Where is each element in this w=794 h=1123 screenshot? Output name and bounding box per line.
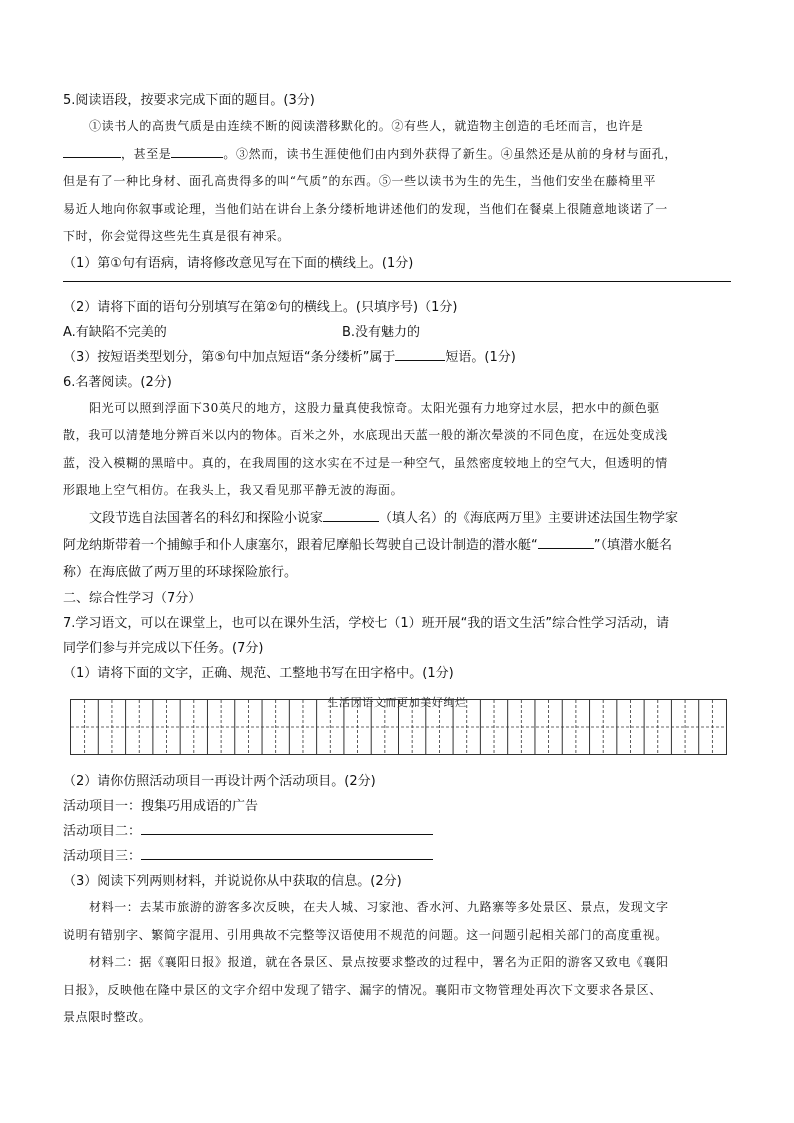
q5-sub3 [63, 345, 731, 370]
q6-passage-line: 散，我可以清楚地分辨百米以内的物体。百米之外，水底现出天蓝一般的渐次晕淡的不同色度，在远处变成浅 [63, 428, 668, 442]
q6-question-fragment: ”（填潜水艇名 [593, 537, 672, 553]
section-heading: 二、综合性学习（7分） [63, 590, 202, 606]
q5-sub2: （2）请将下面的语句分别填写在第②句的横线上。(只填序号)（1分) [63, 299, 458, 315]
q7-intro-line: 7.学习语文，可以在课堂上，也可以在课外生活，学校七（1）班开展“我的语文生活”综合性学习活动，请 [63, 615, 670, 631]
q7-sub2: （2）请你仿照活动项目一再设计两个活动项目。(2分) [63, 774, 376, 789]
grid-lines [71, 700, 726, 754]
activity-label: 活动项目二： [63, 824, 142, 839]
answer-blank[interactable] [323, 507, 379, 522]
q6-question-line: 称）在海底做了两万里的环球探险旅行。 [63, 564, 298, 580]
q6-heading: 6.名著阅读。(2分) [63, 374, 172, 390]
q6-question-fragment: 阿龙纳斯带着一个捕鲸手和仆人康塞尔，跟着尼摩船长驾驶自己设计制造的潜水艇“ [63, 537, 538, 553]
q6-passage-line: 阳光可以照到浮面下30英尺的地方，这股力量真使我惊奇。太阳光强有力地穿过水层，把水中的颜色驱 [89, 400, 660, 415]
answer-blank[interactable] [171, 143, 223, 158]
worksheet-page-lower [63, 769, 731, 1032]
copy-text: 生活因语文而更加美好绚烂 [327, 695, 467, 709]
q7-sub3: （3）阅读下列两则材料，并说说你从中获取的信息。(2分) [63, 874, 402, 889]
material-2-line: 景点限时整改。 [63, 1010, 152, 1024]
q5-passage-line [63, 141, 731, 169]
q5-sub3-text: （3）按短语类型划分，第⑤句中加点短语“条分缕析”属于 [63, 349, 396, 365]
q5-heading: 5.阅读语段，按要求完成下面的题目。(3分) [63, 93, 315, 108]
answer-blank[interactable] [395, 346, 445, 361]
q6-question-fragment: （填人名）的《海底两万里》主要讲述法国生物学家 [379, 510, 679, 526]
answer-line[interactable] [141, 845, 433, 860]
q5-options [63, 320, 731, 345]
material-2-line: 日报》，反映他在隆中景区的文字介绍中发现了错字、漏字的情况。襄阳市文物管理处再次下文要求各景区、 [63, 982, 662, 997]
activity-item-1: 活动项目一：搜集巧用成语的广告 [63, 799, 259, 814]
q5-sub3-text: 短语。(1分) [445, 349, 516, 365]
q5-passage-fragment: ，甚至是 [121, 146, 172, 161]
q6-question-fragment: 文段节选自法国著名的科幻和探险小说家 [89, 510, 324, 526]
q7-sub1: （1）请将下面的文字，正确、规范、工整地书写在田字格中。(1分) [63, 665, 454, 681]
q5-passage-line: ①读书人的高贵气质是由连续不断的阅读潜移默化的。②有些人，就造物主创造的毛坯而言，也许是 [89, 119, 644, 133]
q5-passage-fragment: 。③然而，读书生涯使他们由内到外获得了新生。④虽然还是从前的身材与面孔， [223, 146, 678, 161]
answer-line[interactable] [141, 820, 433, 835]
q6-question-line [63, 505, 731, 532]
tianzige-writing-grid[interactable] [70, 699, 727, 755]
material-2-line: 材料二：据《襄阳日报》报道，就在各景区、景点按要求整改的过程中，署名为正阳的游客又致电《襄阳 [89, 955, 669, 969]
answer-line[interactable] [63, 281, 731, 282]
activity-item-2 [63, 819, 731, 844]
q6-question-line [63, 532, 731, 559]
answer-blank[interactable] [538, 534, 594, 549]
material-1-line: 材料一：去某市旅游的游客多次反映，在夫人城、习家池、香水河、九路寨等多处景区、景点，发现文字 [89, 900, 669, 914]
q7-intro-line: 同学们参与并完成以下任务。(7分) [63, 640, 264, 656]
activity-label: 活动项目三： [63, 849, 142, 864]
material-1-line: 说明有错别字、繁简字混用、引用典故不完整等汉语使用不规范的问题。这一问题引起相关部门的高度重视。 [63, 927, 668, 942]
answer-blank[interactable] [63, 143, 121, 158]
option-b: B.没有魅力的 [342, 324, 421, 340]
q5-passage-line: 易近人地向你叙事或论理，当他们站在讲台上条分缕析地讲述他们的发现，当他们在餐桌上很随意地谈诺了一 [63, 201, 668, 216]
option-a: A.有缺陷不完美的 [63, 324, 167, 340]
q5-passage-line: 下时，你会觉得这些先生真是很有神采。 [63, 229, 290, 243]
q6-passage-line: 形跟地上空气相仿。在我头上，我又看见那平静无波的海面。 [63, 483, 404, 497]
q6-passage-line: 蓝，没入模糊的黑暗中。真的，在我周围的这水实在不过是一种空气，虽然密度较地上的空气大，但透明的情 [63, 455, 668, 470]
q5-passage-line: 但是有了一种比身材、面孔高贵得多的叫“气质”的东西。⑤一些以读书为生的先生，当他们安坐在藤椅里平 [63, 174, 657, 188]
q5-sub1: （1）第①句有语病，请将修改意见写在下面的横线上。(1分) [63, 255, 414, 271]
worksheet-page [63, 88, 731, 716]
activity-item-3 [63, 844, 731, 869]
